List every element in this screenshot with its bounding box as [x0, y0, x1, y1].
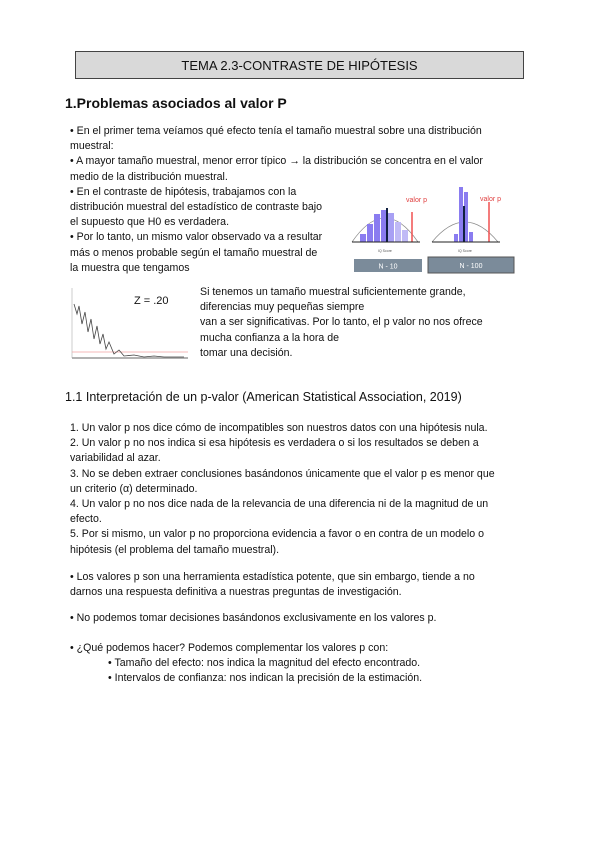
sampling-distribution-figure — [340, 184, 520, 274]
histogram-n100 — [432, 187, 501, 253]
svg-text:IQ Score: IQ Score — [378, 249, 392, 253]
text-line: Si tenemos un tamaño muestral suficientemente grande, — [200, 286, 466, 298]
text-line: mucha confianza a la hora de — [200, 331, 339, 344]
text-line: • En el primer tema veíamos qué efecto tenía el tamaño muestral sobre una distribución — [70, 125, 482, 137]
text-line: • No podemos tomar decisiones basándonos exclusivamente en los valores p. — [70, 612, 437, 624]
paragraph — [70, 611, 436, 626]
text-line: van a ser significativas. Por lo tanto, el p valor no nos ofrece — [200, 316, 483, 329]
list-item: 4. Un valor p no nos dice nada de la relevancia de una diferencia ni de la magnitud de un — [70, 497, 489, 510]
subsection-heading: 1.1 Interpretación de un p-valor (American Statistical Association, 2019) — [65, 390, 462, 404]
text-line: • ¿Qué podemos hacer? Podemos complementar los valores p con: — [70, 642, 389, 654]
paragraph — [70, 641, 388, 656]
section-heading: 1.Problemas asociados al valor P — [65, 95, 287, 111]
text-line: diferencias muy pequeñas siempre — [200, 301, 365, 314]
list-item: un criterio (α) determinado. — [70, 482, 198, 495]
list-item: hipótesis (el problema del tamaño muestral). — [70, 543, 280, 556]
list-item: • Intervalos de confianza: nos indican la precisión de la estimación. — [108, 672, 423, 685]
svg-text:Z = .20: Z = .20 — [134, 295, 169, 307]
text-line: la muestra que tengamos — [70, 261, 190, 274]
text-line: • A mayor tamaño muestral, menor error típico → la distribución se concentra en el valor — [70, 155, 483, 168]
svg-text:valor p: valor p — [480, 196, 502, 203]
sub-bullet-list — [108, 656, 422, 686]
text-line: • Por lo tanto, un mismo valor observado va a resultar — [70, 231, 323, 244]
text-line: • Los valores p son una herramienta estadística potente, que sin embargo, tiende a no — [70, 571, 475, 583]
svg-text:IQ Score: IQ Score — [458, 249, 472, 253]
text-line: más o menos probable según el tamaño muestral de — [70, 246, 318, 259]
interpretation-list — [70, 421, 495, 558]
side-text — [200, 285, 483, 361]
text-line: darnos una respuesta definitiva a nuestras preguntas de investigación. — [70, 586, 402, 599]
list-item: 3. No se deben extraer conclusiones basándonos únicamente que el valor p es menor que — [70, 467, 495, 480]
list-item: variabilidad al azar. — [70, 452, 161, 465]
pvalue-sample-size-plot — [64, 284, 192, 366]
list-item: • Tamaño del efecto: nos indica la magnitud del efecto encontrado. — [108, 657, 421, 669]
text-line: tomar una decisión. — [200, 346, 293, 359]
page-title: TEMA 2.3-CONTRASTE DE HIPÓTESIS — [75, 51, 524, 79]
list-item: efecto. — [70, 513, 102, 526]
histogram-n10 — [352, 197, 427, 253]
text-line: muestral: — [70, 140, 114, 153]
list-item: 2. Un valor p no nos indica si esa hipótesis es verdadera o si los resultados se deben a — [70, 437, 479, 450]
text-line: • En el contraste de hipótesis, trabajamos con la — [70, 185, 297, 198]
svg-text:N - 100: N - 100 — [459, 263, 483, 270]
svg-text:N - 10: N - 10 — [378, 263, 398, 271]
text-line: distribución muestral del estadístico de contraste bajo — [70, 200, 323, 213]
text-line: medio de la distribución muestral. — [70, 170, 228, 183]
svg-text:valor p: valor p — [406, 197, 428, 204]
paragraph — [70, 570, 475, 600]
list-item: 1. Un valor p nos dice cómo de incompatibles son nuestros datos con una hipótesis nula. — [70, 422, 488, 434]
list-item: 5. Por si mismo, un valor p no proporciona evidencia a favor o en contra de un modelo o — [70, 528, 484, 541]
text-line: el supuesto que H0 es verdadera. — [70, 216, 230, 229]
